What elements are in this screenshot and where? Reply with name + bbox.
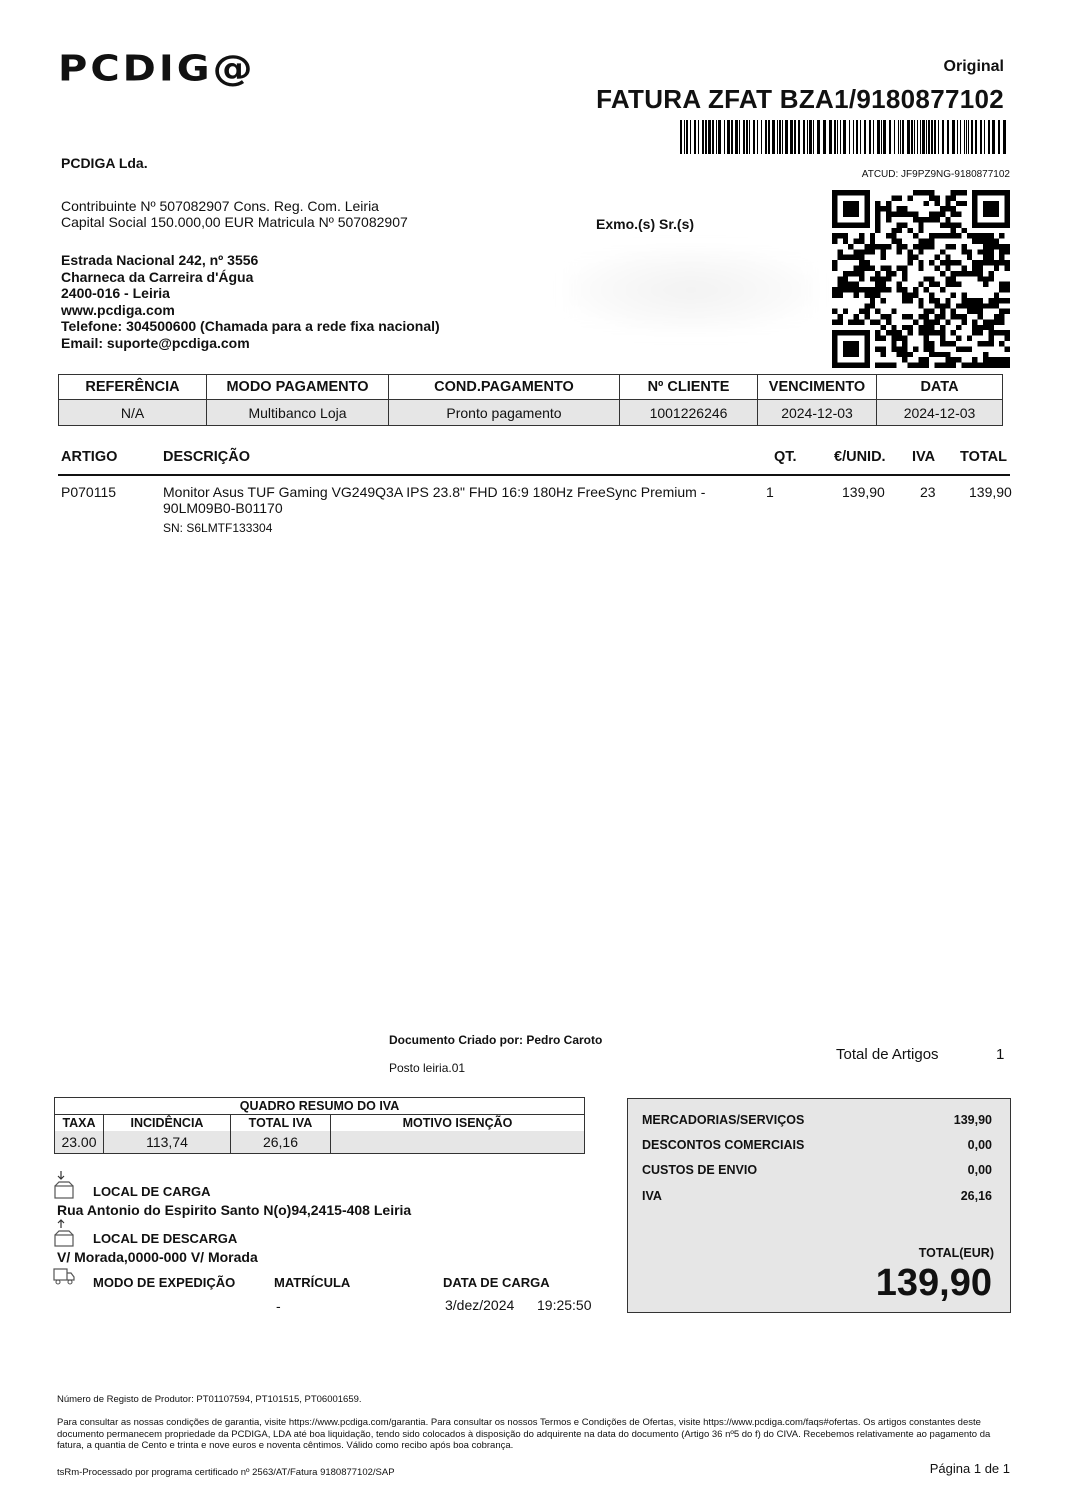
vat-header: MOTIVO ISENÇÃO [331, 1115, 585, 1132]
discounts-value: 0,00 [967, 1138, 992, 1152]
registration-line: Contribuinte Nº 507082907 Cons. Reg. Com. Leiria [61, 198, 379, 214]
ref-value: Multibanco Loja [207, 400, 389, 426]
ref-header: Nº CLIENTE [620, 375, 758, 400]
address-locality: Charneca da Carreira d'Água [61, 268, 254, 285]
address-postal: 2400-016 - Leiria [61, 285, 170, 302]
posto-label: Posto leiria.01 [389, 1061, 466, 1075]
item-total: 139,90 [969, 484, 1012, 500]
capital-line: Capital Social 150.000,00 EUR Matricula Nº 507082907 [61, 214, 408, 230]
vat-rate: 23.00 [55, 1131, 104, 1154]
company-email[interactable]: Email: suporte@pcdiga.com [61, 334, 250, 351]
vat-header: TOTAL IVA [231, 1115, 331, 1132]
ref-value: 2024-12-03 [758, 400, 877, 426]
goods-services-value: 139,90 [953, 1113, 992, 1127]
items-header-qt: QT. [774, 449, 797, 465]
grand-total-label: TOTAL(EUR) [918, 1246, 994, 1260]
company-name: PCDIGA Lda. [61, 155, 148, 171]
shipping-costs-label: CUSTOS DE ENVIO [642, 1163, 758, 1177]
items-header-descricao: DESCRIÇÃO [163, 449, 251, 465]
item-code: P070115 [61, 484, 117, 500]
terms-conditions: Para consultar as nossas condições de garantia, visite https://www.pcdiga.com/garantia. Para consultar os nossos Termos e Condições de Ofertas, visite https://www.pcdiga.com/faqs#ofertas. Os artigos constantes deste documento permanecem propriedade da PCDIGA, LDA até boa liquidação, tendo sido colocados à disposição do adquirente na data do documento (Artigo 36 nº5 do f) do CIVA. Recebemos relativamente ao pagamento da fatura, a quantia de Cento e trinta e nove euros e noventa cêntimos. Válido como recibo após boa cobrança. [57, 1417, 991, 1451]
items-header-total: TOTAL [960, 449, 1007, 465]
items-header-artigo: ARTIGO [61, 449, 118, 465]
reference-value-row [59, 400, 1003, 426]
vat-base: 113,74 [104, 1131, 231, 1154]
plate-label: MATRÍCULA [274, 1275, 351, 1290]
vat-value: 26,16 [960, 1189, 992, 1203]
goods-services-label: MERCADORIAS/SERVIÇOS [642, 1113, 805, 1127]
vat-summary-caption: QUADRO RESUMO DO IVA [55, 1098, 585, 1115]
barcode-image [680, 120, 1006, 154]
load-time-value: 19:25:50 [537, 1297, 592, 1313]
total-items-value: 1 [996, 1046, 1005, 1063]
company-phone: Telefone: 304500600 (Chamada para a rede fixa nacional) [61, 318, 440, 335]
reference-table [58, 374, 1003, 426]
ref-header: DATA [877, 375, 1003, 400]
ref-header: REFERÊNCIA [59, 375, 207, 400]
delivery-truck-icon [53, 1267, 75, 1285]
vat-summary-table [54, 1097, 585, 1154]
item-description-line: Monitor Asus TUF Gaming VG249Q3A IPS 23.8" FHD 16:9 180Hz FreeSync Premium - [163, 484, 706, 500]
load-date-value: 3/dez/2024 [445, 1297, 515, 1313]
ref-value: N/A [59, 400, 207, 426]
ref-value: 1001226246 [620, 400, 758, 426]
grand-total-value: 139,90 [875, 1262, 992, 1304]
ref-header: COND.PAGAMENTO [389, 375, 620, 400]
created-by: Documento Criado por: Pedro Caroto [389, 1033, 603, 1047]
redacted-recipient-address [566, 248, 816, 332]
shipping-costs-value: 0,00 [967, 1163, 992, 1177]
address-street: Estrada Nacional 242, nº 3556 [61, 252, 259, 268]
load-date-label: DATA DE CARGA [443, 1275, 550, 1290]
shipping-mode-label: MODO DE EXPEDIÇÃO [93, 1275, 236, 1290]
plate-value: - [276, 1298, 281, 1314]
vat-header: TAXA [55, 1115, 104, 1132]
item-unit-price: 139,90 [842, 484, 885, 500]
item-part-number: 90LM09B0-B01170 [163, 500, 283, 516]
load-location-label: LOCAL DE CARGA [93, 1184, 211, 1199]
vat-exemption-reason [331, 1131, 585, 1154]
qr-code-image [832, 190, 1010, 368]
copy-label: Original [943, 58, 1004, 75]
total-items-label: Total de Artigos [836, 1046, 939, 1063]
items-header-unid: €/UNID. [834, 449, 886, 465]
discounts-label: DESCONTOS COMERCIAIS [642, 1138, 805, 1152]
item-vat-rate: 23 [920, 484, 936, 500]
vat-header: INCIDÊNCIA [104, 1115, 231, 1132]
items-header-iva: IVA [912, 449, 936, 465]
ref-value: Pronto pagamento [389, 400, 620, 426]
atcud-code: ATCUD: JF9PZ9NG-9180877102 [861, 169, 1010, 180]
ref-header: VENCIMENTO [758, 375, 877, 400]
item-quantity: 1 [766, 484, 774, 500]
vat-total: 26,16 [231, 1131, 331, 1154]
load-box-icon [53, 1170, 75, 1200]
certification-note: tsRm-Processado por programa certificado nº 2563/AT/Fatura 9180877102/SAP [57, 1467, 395, 1478]
ref-header: MODO PAGAMENTO [207, 375, 389, 400]
producer-registration: Número de Registo de Produtor: PT01107594, PT101515, PT06001659. [57, 1394, 362, 1405]
company-website[interactable]: www.pcdiga.com [61, 301, 175, 318]
invoice-title: FATURA ZFAT BZA1/9180877102 [596, 84, 1004, 114]
reference-header-row [59, 375, 1003, 400]
company-address [61, 252, 440, 352]
company-logo: PCDIG@ [58, 48, 256, 90]
recipient-salutation: Exmo.(s) Sr.(s) [596, 216, 695, 232]
item-description [163, 484, 743, 516]
items-header-divider [58, 474, 1010, 476]
vat-label: IVA [642, 1189, 662, 1203]
item-serial-number: SN: S6LMTF133304 [163, 521, 273, 535]
unload-box-icon [53, 1218, 75, 1248]
page-number: Página 1 de 1 [929, 1461, 1010, 1476]
unload-location-value: V/ Morada,0000-000 V/ Morada [57, 1249, 258, 1265]
ref-value: 2024-12-03 [877, 400, 1003, 426]
unload-location-label: LOCAL DE DESCARGA [93, 1231, 238, 1246]
company-registration [61, 198, 408, 230]
load-location-value: Rua Antonio do Espirito Santo N(o)94,2415-408 Leiria [57, 1202, 412, 1218]
